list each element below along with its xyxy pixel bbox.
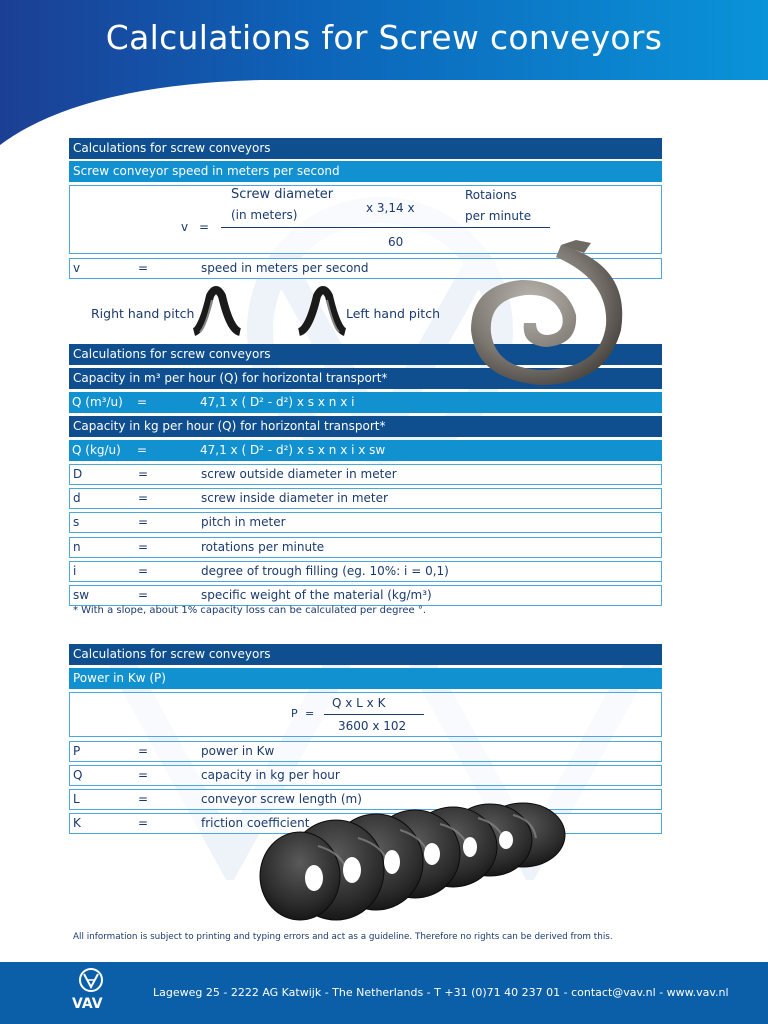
formula-numerator-line2: (in meters) <box>231 208 298 222</box>
definition-symbol: P <box>73 744 81 758</box>
definition-row-n <box>69 537 662 558</box>
section1-title-bar: Calculations for screw conveyors <box>69 138 662 159</box>
screw-auger-image <box>258 800 572 922</box>
definition-equals: = <box>138 744 149 758</box>
formula-p-label: P <box>291 707 298 720</box>
slope-note: * With a slope, about 1% capacity loss can be calculated per degree °. <box>73 605 427 616</box>
page-title: Calculations for Screw conveyors <box>105 18 663 57</box>
vav-logo-icon <box>78 967 104 993</box>
definition-row-i <box>69 561 662 582</box>
formula-power-fraction-line <box>324 714 424 715</box>
definition-text: friction coefficient <box>201 816 310 830</box>
definition-text: speed in meters per second <box>201 261 369 275</box>
definition-text: specific weight of the material (kg/m³) <box>201 588 432 602</box>
definition-text: screw inside diameter in meter <box>201 491 388 505</box>
vav-logo-text: VAV <box>72 996 103 1012</box>
right-hand-pitch-label: Right hand pitch <box>91 306 195 321</box>
formula-fraction-line <box>221 227 550 228</box>
footer-contact-info: Lageweg 25 - 2222 AG Katwijk - The Netherlands - T +31 (0)71 40 237 01 - contact@vav.nl - www.vav.nl <box>153 986 729 999</box>
formula-numerator-line1: Screw diameter <box>231 187 334 202</box>
section3-subtitle-bar: Power in Kw (P) <box>69 668 662 689</box>
formula-power-numerator: Q x L x K <box>332 696 386 710</box>
definition-equals: = <box>138 515 149 529</box>
definition-text: conveyor screw length (m) <box>201 792 362 806</box>
formula-multiplier: x 3,14 x <box>366 201 415 215</box>
formula-symbol: Q (kg/u) <box>72 443 121 457</box>
definition-text: pitch in meter <box>201 515 286 529</box>
definition-symbol: s <box>73 515 80 529</box>
definition-symbol: v <box>73 261 81 275</box>
definition-equals: = <box>138 261 149 275</box>
formula-symbol: Q (m³/u) <box>72 395 123 409</box>
definition-symbol: sw <box>73 588 90 602</box>
formula-expression: 47,1 x ( D² - d²) x s x n x i <box>200 395 355 409</box>
formula-p-equals: = <box>305 707 315 720</box>
capacity-m3-title-bar: Capacity in m³ per hour (Q) for horizontal transport* <box>69 368 662 389</box>
definition-symbol: i <box>73 564 77 578</box>
section3-title-bar: Calculations for screw conveyors <box>69 644 662 665</box>
definition-row-sw <box>69 585 662 606</box>
definition-row-D <box>69 464 662 485</box>
definition-row-d <box>69 488 662 509</box>
definition-row-Q <box>69 765 662 786</box>
formula-v-equals: = <box>199 220 210 234</box>
formula-rotations-line2: per minute <box>465 209 532 223</box>
definition-equals: = <box>138 792 149 806</box>
definition-text: rotations per minute <box>201 540 325 554</box>
definition-equals: = <box>138 540 149 554</box>
formula-v-label: v <box>181 220 189 234</box>
definition-symbol: D <box>73 467 83 481</box>
definition-row-P <box>69 741 662 762</box>
definition-equals: = <box>138 768 149 782</box>
definition-symbol: n <box>73 540 81 554</box>
screw-flight-spiral-image <box>466 235 636 395</box>
left-hand-pitch-icon <box>297 286 347 336</box>
definition-equals: = <box>138 564 149 578</box>
definition-row-s <box>69 512 662 533</box>
capacity-kg-formula-row <box>69 440 662 461</box>
formula-equals: = <box>137 443 148 457</box>
right-hand-pitch-icon <box>192 286 242 336</box>
definition-text: screw outside diameter in meter <box>201 467 397 481</box>
section1-subtitle-bar: Screw conveyor speed in meters per second <box>69 161 662 182</box>
definition-symbol: d <box>73 491 81 505</box>
formula-denominator: 60 <box>388 235 404 249</box>
formula-power-denominator: 3600 x 102 <box>338 719 407 733</box>
definition-equals: = <box>138 588 149 602</box>
definition-symbol: L <box>73 792 80 806</box>
definition-symbol: Q <box>73 768 83 782</box>
disclaimer-text: All information is subject to printing and typing errors and act as a guideline. Therefore no rights can be derived from this. <box>73 932 613 942</box>
definition-text: degree of trough filling (eg. 10%: i = 0,1) <box>201 564 449 578</box>
definition-equals: = <box>138 816 149 830</box>
section2-title-bar: Calculations for screw conveyors <box>69 344 662 365</box>
capacity-m3-formula-row <box>69 392 662 413</box>
left-hand-pitch-label: Left hand pitch <box>346 306 441 321</box>
definition-text: power in Kw <box>201 744 275 758</box>
definition-equals: = <box>138 491 149 505</box>
formula-equals: = <box>137 395 148 409</box>
definition-text: capacity in kg per hour <box>201 768 340 782</box>
formula-expression: 47,1 x ( D² - d²) x s x n x i x sw <box>200 443 386 457</box>
definition-equals: = <box>138 467 149 481</box>
definition-symbol: K <box>73 816 81 830</box>
capacity-kg-title-bar: Capacity in kg per hour (Q) for horizontal transport* <box>69 416 662 437</box>
formula-rotations-line1: Rotaions <box>465 188 517 202</box>
